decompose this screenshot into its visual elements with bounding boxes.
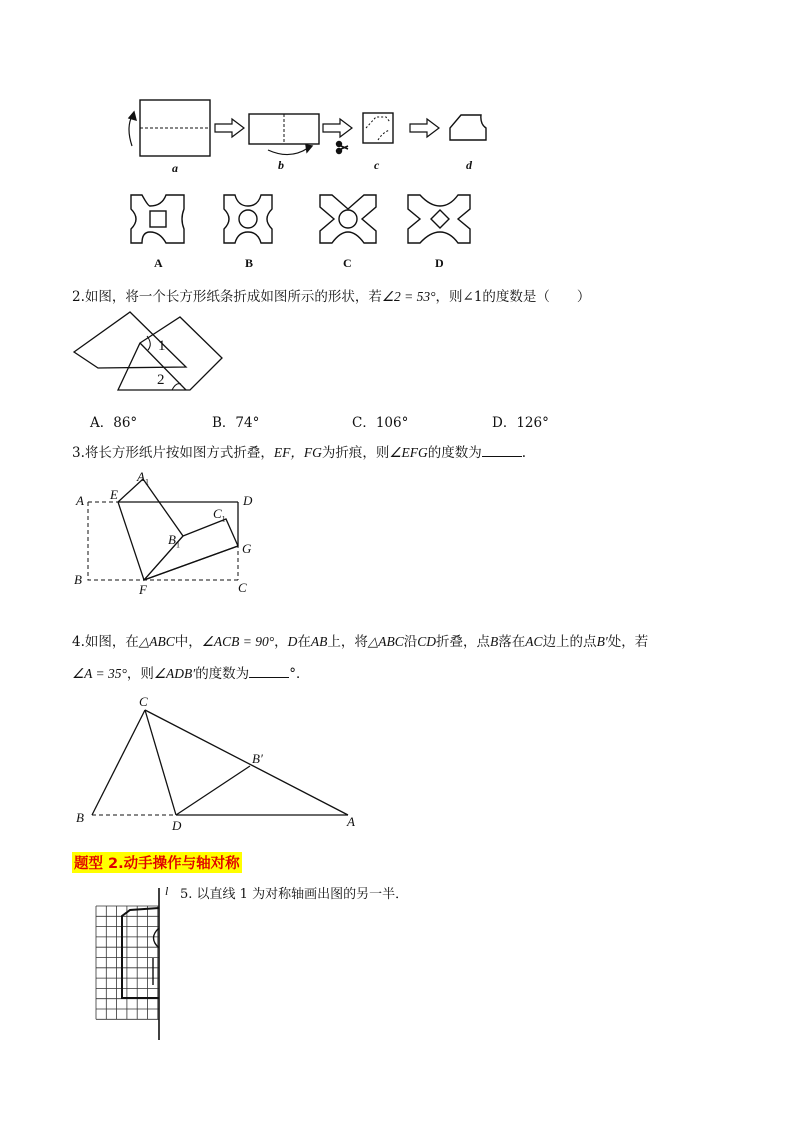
point-A: A xyxy=(76,493,84,508)
question-5-text: 5. 以直线 1 为对称轴画出图的另一半． xyxy=(180,887,409,902)
point-D-q4: D xyxy=(172,818,182,833)
question-2-text: 2.如图，将一个长方形纸条折成如图所示的形状，若∠2 = 53°，则∠1的度数是（ ） xyxy=(72,289,591,305)
point-C: C xyxy=(238,580,247,595)
step-label-c: c xyxy=(374,158,380,172)
axis-label-l: l xyxy=(165,884,169,898)
q2-option-a[interactable]: A．86° xyxy=(90,415,138,431)
point-A-q4: A xyxy=(347,814,355,829)
option-label-b: B xyxy=(245,256,254,270)
point-C1: $C_1$ xyxy=(213,506,226,524)
step-label-a: a xyxy=(172,161,178,175)
question-4-text-line2: ∠A = 35°，则∠ADB′的度数为 °． xyxy=(72,666,310,682)
question-4-text-line1: 4.如图，在△ABC中，∠ACB = 90°，D在AB上，将△ABC沿CD折叠，点B落在AC边上的点B′处，若 xyxy=(72,634,649,650)
point-B1: $B_1$ xyxy=(168,532,180,550)
point-B-prime: B′ xyxy=(252,751,263,766)
point-E: E xyxy=(110,487,118,502)
point-C-q4: C xyxy=(139,694,148,709)
option-label-c: C xyxy=(343,256,352,270)
point-D: D xyxy=(243,493,253,508)
step-label-b: b xyxy=(278,158,284,172)
angle-label-2: 2 xyxy=(157,372,165,388)
point-B: B xyxy=(74,572,82,587)
point-B-q4: B xyxy=(76,810,84,825)
point-G: G xyxy=(242,541,252,556)
angle-label-1: 1 xyxy=(158,338,166,354)
q2-option-c[interactable]: C．106° xyxy=(352,415,409,431)
q2-option-d[interactable]: D．126° xyxy=(492,415,549,431)
section-heading: 题型 2.动手操作与轴对称 xyxy=(72,852,242,873)
question-3-text: 3.将长方形纸片按如图方式折叠，EF，FG为折痕，则∠EFG的度数为 . xyxy=(72,445,527,461)
step-label-d: d xyxy=(466,158,472,172)
q2-option-b[interactable]: B．74° xyxy=(212,415,260,431)
option-label-d: D xyxy=(435,256,444,270)
option-label-a: A xyxy=(154,256,163,270)
point-F: F xyxy=(139,582,147,597)
point-A1: $A_1$ xyxy=(137,469,149,487)
